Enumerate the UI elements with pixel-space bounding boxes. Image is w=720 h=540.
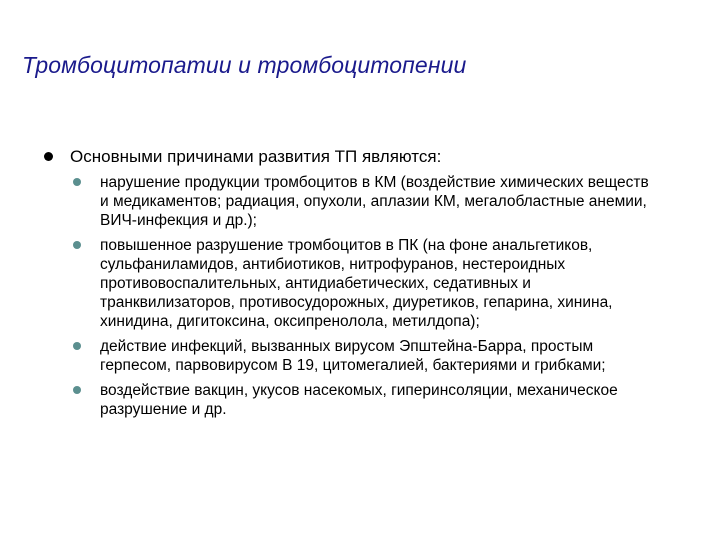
bullet-dot-icon — [73, 386, 81, 394]
sub-bullet-item — [70, 236, 660, 331]
sub-bullet-text: нарушение продукции тромбоцитов в КМ (воздействие химических веществ и медикаментов; радиация, опухоли, аплазии КМ, мегалобластные анемии, ВИЧ-инфекция и др.); — [100, 174, 649, 229]
slide-content — [44, 146, 694, 425]
sub-bullet-item — [70, 173, 660, 230]
sub-bullet-text: действие инфекций, вызванных вирусом Эпштейна-Барра, простым герпесом, парвовирусом В 19, цитомегалией, бактериями и грибками; — [100, 338, 606, 374]
slide-title: Тромбоцитопатии и тромбоцитопении — [22, 52, 467, 78]
bullet-dot-icon — [73, 178, 81, 186]
bullet-dot-icon — [73, 342, 81, 350]
main-bullet-text: Основными причинами развития ТП являются: — [70, 147, 442, 166]
sub-bullet-item — [70, 337, 660, 375]
bullet-dot-icon — [44, 152, 53, 161]
sub-bullet-text: воздействие вакцин, укусов насекомых, гиперинсоляции, механическое разрушение и др. — [100, 382, 618, 418]
sub-bullet-item — [70, 381, 660, 419]
main-bullet-item — [44, 146, 694, 167]
bullet-dot-icon — [73, 241, 81, 249]
sub-bullet-list — [44, 173, 694, 419]
sub-bullet-text: повышенное разрушение тромбоцитов в ПК (на фоне анальгетиков, сульфаниламидов, антибиотиков, нитрофуранов, нестероидных противовоспалительных, антидиабетических, седативных и транквилизаторов, противосудорожных, диуретиков, гепарина, хинина, хинидина, дигитоксина, оксипренолола, метилдопа); — [100, 237, 613, 330]
